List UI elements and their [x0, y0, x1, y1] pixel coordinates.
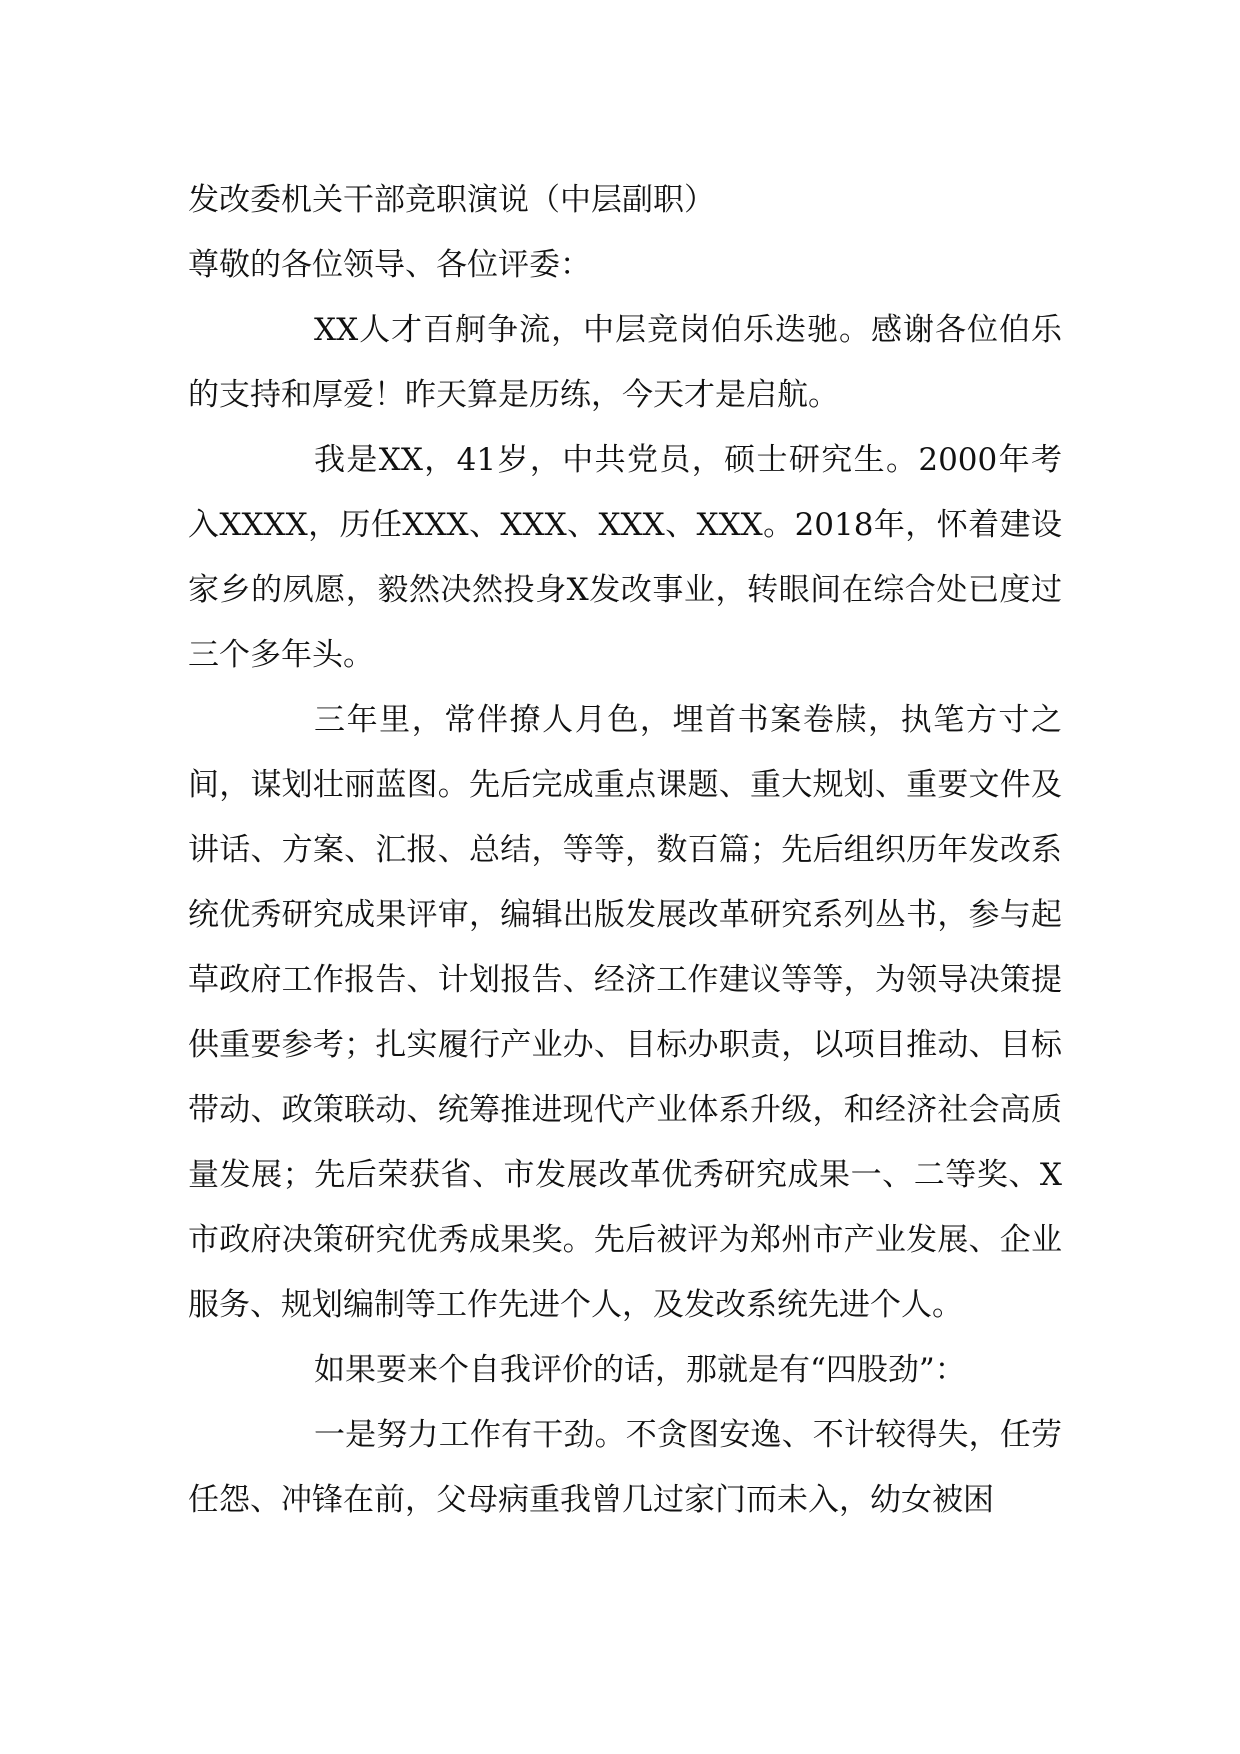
paragraph-self-introduction: 我是XX，41岁，中共党员，硕士研究生。2000年考入XXXX，历任XXX、XXX、XXX、XXX。2018年，怀着建设家乡的夙愿，毅然决然投身X发改事业，转眼间在综合处已度过三个多年头。 [188, 442, 1062, 673]
paragraph-opening: XX人才百舸争流，中层竞岗伯乐迭驰。感谢各位伯乐的支持和厚爱！昨天算是历练，今天才是启航。 [188, 312, 1062, 413]
salutation: 尊敬的各位领导、各位评委： [188, 247, 591, 283]
document-title: 发改委机关干部竞职演说（中层副职） [188, 182, 715, 218]
paragraph-achievements: 三年里，常伴撩人月色，埋首书案卷牍，执笔方寸之间，谋划壮丽蓝图。先后完成重点课题、重大规划、重要文件及讲话、方案、汇报、总结，等等，数百篇；先后组织历年发改系统优秀研究成果评审，编辑出版发展改革研究系列丛书，参与起草政府工作报告、计划报告、经济工作建议等等，为领导决策提供重要参考；扎实履行产业办、目标办职责，以项目推动、目标带动、政策联动、统筹推进现代产业体系升级，和经济社会高质量发展；先后荣获省、市发展改革优秀研究成果一、二等奖、X市政府决策研究优秀成果奖。先后被评为郑州市产业发展、企业服务、规划编制等工作先进个人，及发改系统先进个人。 [188, 702, 1062, 1323]
paragraph-self-evaluation: 如果要来个自我评价的话，那就是有“四股劲”： [314, 1352, 966, 1388]
paragraph-point-one: 一是努力工作有干劲。不贪图安逸、不计较得失，任劳任怨、冲锋在前，父母病重我曾几过家门而未入，幼女被困 [188, 1417, 1062, 1518]
document-body [188, 168, 1062, 1533]
